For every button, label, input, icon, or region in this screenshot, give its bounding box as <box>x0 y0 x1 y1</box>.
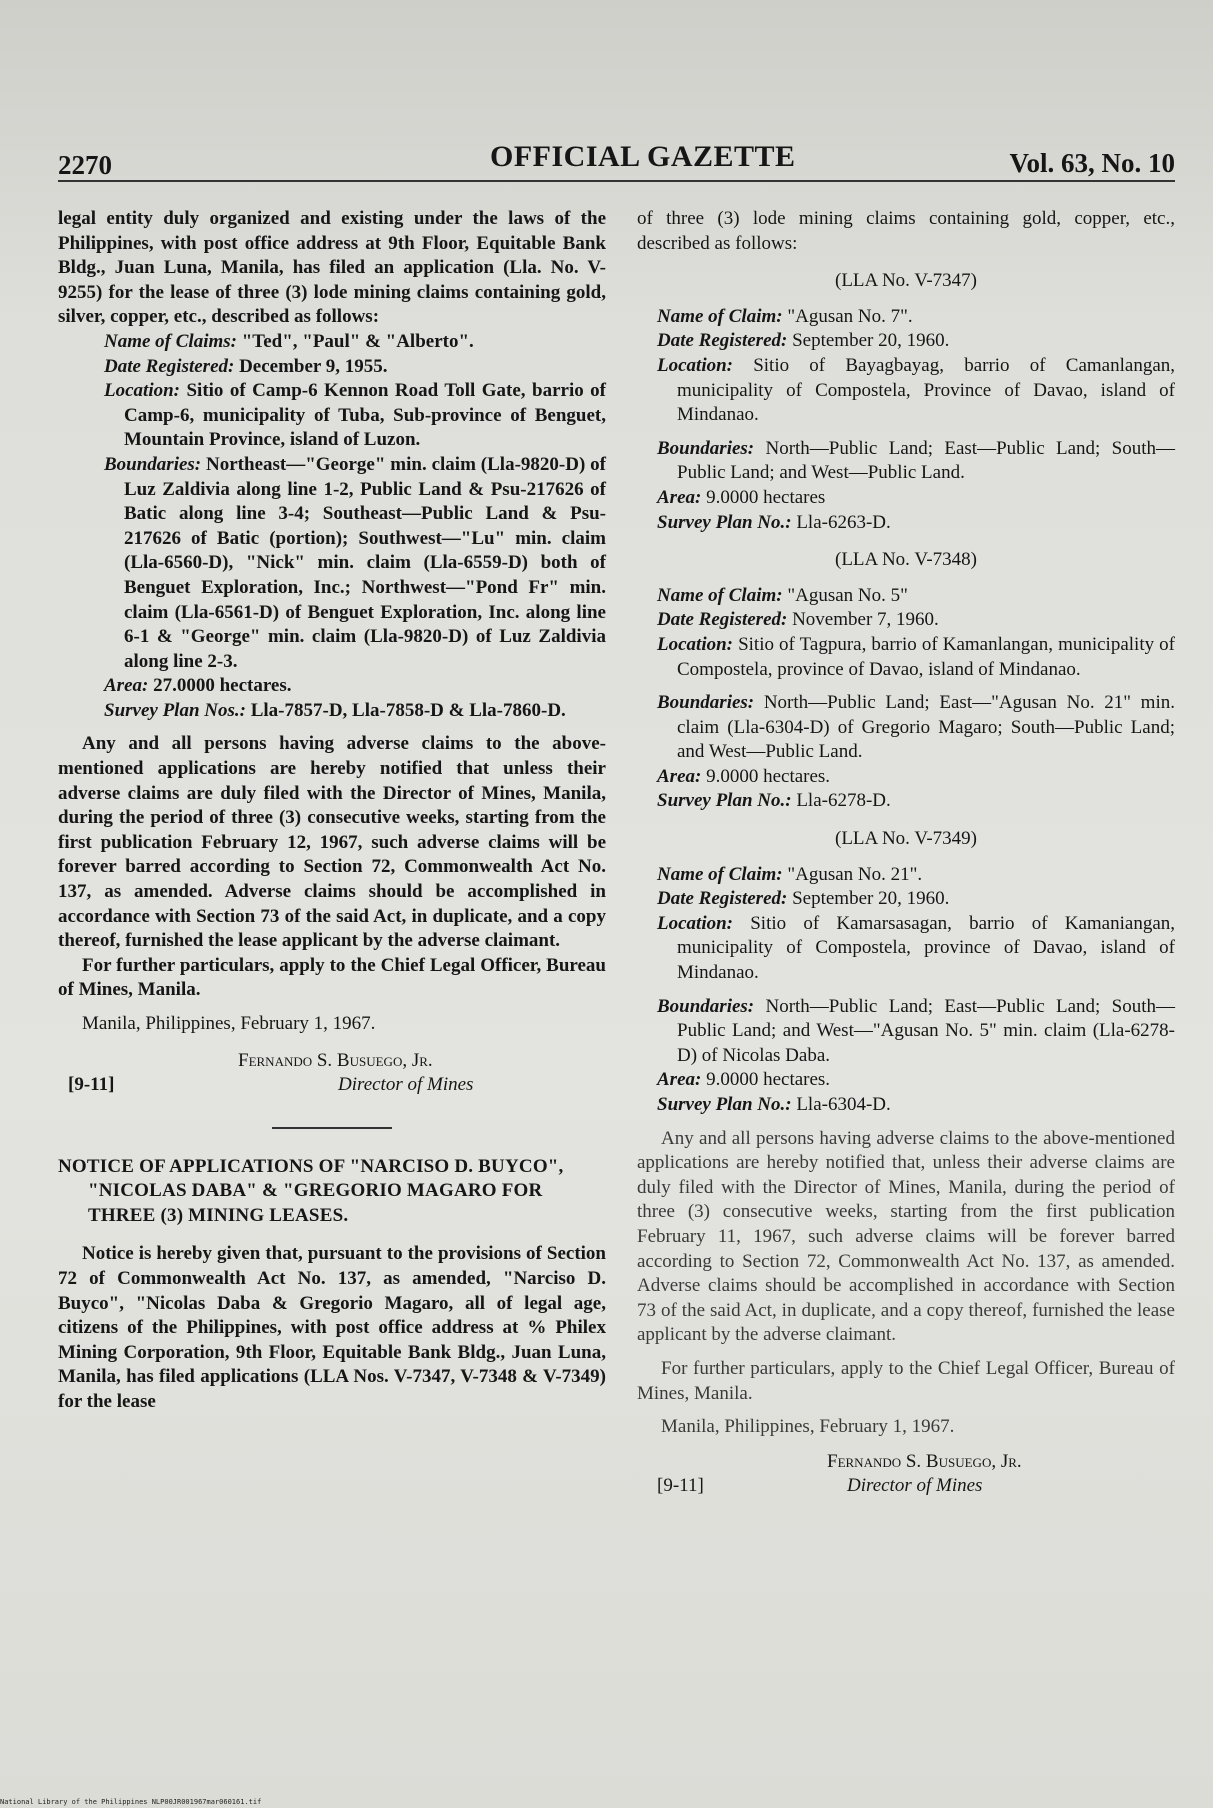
field-value: North—Public Land; East—Public Land; South—Public Land; and West—Public Land. <box>677 437 1175 484</box>
field-value: "Agusan No. 5" <box>787 584 908 606</box>
field-value: 9.0000 hectares. <box>706 1069 831 1091</box>
claim-field <box>637 887 1175 912</box>
claim-heading: (LLA No. V-7347) <box>835 270 977 292</box>
claim-field <box>637 354 1175 428</box>
claim-field <box>637 1068 1175 1093</box>
field-value: "Agusan No. 21". <box>787 863 923 885</box>
field-label: Name of Claim: <box>657 863 783 885</box>
signature-block <box>58 1049 606 1107</box>
claim-field <box>637 486 1175 511</box>
field-value: Lla-6263-D. <box>796 511 891 533</box>
field-label: Survey Plan Nos.: <box>104 699 246 721</box>
claim-field <box>637 863 1175 888</box>
field-label: Location: <box>657 912 733 934</box>
claim-field <box>637 765 1175 790</box>
field-value: Lla-6278-D. <box>796 790 891 812</box>
field-boundaries <box>58 453 606 674</box>
field-value: "Agusan No. 7". <box>787 305 913 327</box>
field-value: Sitio of Tagpura, barrio of Kamanlangan, municipality of Compostela, province of Davao, island of Mindanao. <box>677 633 1176 680</box>
field-value: Lla-7857-D, Lla-7858-D & Lla-7860-D. <box>250 699 566 721</box>
field-label: Location: <box>657 354 733 376</box>
field-label: Survey Plan No.: <box>657 511 792 533</box>
field-label: Survey Plan No.: <box>657 1094 792 1115</box>
field-label: Location: <box>104 380 180 402</box>
claim-heading: (LLA No. V-7349) <box>835 828 977 850</box>
field-label: Boundaries: <box>657 692 755 714</box>
field-value: 9.0000 hectares <box>706 486 826 508</box>
field-value: Sitio of Bayagbayag, barrio of Camanlangan, municipality of Compostela, Province of Davao, island of Mindanao. <box>677 354 1175 426</box>
signer-title: Director of Mines <box>847 1474 983 1496</box>
particulars-paragraph: For further particulars, apply to the Chief Legal Officer, Bureau of Mines, Manila. <box>58 954 606 1001</box>
field-label: Location: <box>657 633 733 655</box>
header-rule <box>58 180 1175 182</box>
field-date-registered <box>58 355 606 380</box>
field-label: Survey Plan No.: <box>657 790 792 812</box>
field-label: Boundaries: <box>104 453 202 475</box>
claim-field <box>637 608 1175 633</box>
field-value: September 20, 1960. <box>792 330 950 352</box>
field-label: Boundaries: <box>657 437 755 459</box>
field-value: Sitio of Camp-6 Kennon Road Toll Gate, barrio of Camp-6, municipality of Tuba, Sub-province of Benguet, Mountain Province, island of Luzon. <box>124 380 607 451</box>
claim-field <box>637 584 1175 609</box>
field-value: North—Public Land; East—Public Land; South—Public Land; and West—"Agusan No. 5" min. claim (Lla-6278-D) of Nicolas Daba. <box>677 995 1175 1066</box>
page-number: 2270 <box>58 150 112 180</box>
scan-footer: National Library of the Philippines NLP00JR001967mar060161.tif <box>0 1798 262 1806</box>
claim-field <box>637 633 1175 682</box>
field-value: "Ted", "Paul" & "Alberto". <box>241 330 474 352</box>
continued-intro: legal entity duly organized and existing under the laws of the Philippines, with post office address at 9th Floor, Equitable Bank Bldg., Juan Luna, Manila, has filed an application (Lla. No. V-9255) for the lease of three (3) lode mining claims containing gold, silver, copper, etc., described as follows: <box>58 208 606 328</box>
claim-field <box>637 691 1175 765</box>
field-label: Date Registered: <box>657 888 788 910</box>
notice-title: NOTICE OF APPLICATIONS OF "NARCISO D. BUYCO", "NICOLAS DABA" & "GREGORIO MAGARO FOR THREE (3) MINING LEASES. <box>58 1155 564 1226</box>
left-column <box>58 207 606 1415</box>
signature-block <box>637 1450 1175 1508</box>
signer-name: Fernando S. Busuego, Jr. <box>238 1049 433 1071</box>
claim-field <box>637 1093 1175 1118</box>
volume-number: Vol. 63, No. 10 <box>1009 148 1175 178</box>
field-label: Date Registered: <box>657 330 788 352</box>
field-label: Area: <box>657 765 702 787</box>
field-label: Name of Claims: <box>104 330 237 352</box>
field-label: Area: <box>657 486 702 508</box>
field-label: Name of Claim: <box>657 584 783 606</box>
right-intro: of three (3) lode mining claims containing gold, copper, etc., described as follows: <box>637 208 1175 254</box>
field-label: Area: <box>657 1069 702 1091</box>
place-date: Manila, Philippines, February 1, 1967. <box>661 1416 955 1438</box>
field-label: Name of Claim: <box>657 305 783 327</box>
field-label: Date Registered: <box>104 355 235 377</box>
claim-field <box>637 995 1175 1069</box>
field-value: November 7, 1960. <box>792 609 939 631</box>
issue-reference: [9-11] <box>68 1073 115 1095</box>
claim-field <box>637 305 1175 330</box>
field-value: Lla-6304-D. <box>796 1094 891 1115</box>
claim-field <box>637 912 1175 986</box>
field-label: Area: <box>104 675 149 697</box>
field-survey-plan <box>58 699 606 724</box>
page-header <box>58 128 1175 184</box>
field-value: North—Public Land; East—"Agusan No. 21" min. claim (Lla-6304-D) of Gregorio Magaro; South—Public Land; and West—Public Land. <box>677 692 1175 763</box>
publication-title: OFFICIAL GAZETTE <box>490 140 796 173</box>
adverse-claims-paragraph: Any and all persons having adverse claims to the above-mentioned applications are hereby notified that, unless their adverse claims are duly filed with the Director of Mines, Manila, during the period of three (3) consecutive weeks, starting from the first publication February 11, 1967, such adverse claims will be forever barred according to Section 72, Commonwealth Act No. 137, as amended. Adverse claims should be accomplished in accordance with Section 73 of the said Act, in duplicate, and a copy thereof, furnished the lease applicant by the adverse claimant. <box>637 1127 1175 1346</box>
claim-heading: (LLA No. V-7348) <box>835 549 977 571</box>
field-value: 9.0000 hectares. <box>706 765 831 787</box>
claim-field <box>637 437 1175 486</box>
particulars-paragraph: For further particulars, apply to the Chief Legal Officer, Bureau of Mines, Manila. <box>637 1357 1175 1404</box>
field-value: September 20, 1960. <box>792 888 950 910</box>
field-value: Northeast—"George" min. claim (Lla-9820-D) of Luz Zaldivia along line 1-2, Public Land & Psu-217626 of Batic along line 3-4; Southeast—Public Land & Psu-217626 of Batic (portion); Southwest—"Lu" min. claim (Lla-6560-D), "Nick" min. claim (Lla-6559-D) both of Benguet Exploration, Inc.; Northwest—"Pond Fr" min. claim (Lla-6561-D) of Benguet Exploration, Inc. along line 6-1 & "George" min. claim (Lla-9820-D) of Luz Zaldivia along line 2-3. <box>124 453 606 672</box>
right-column <box>637 207 1175 1508</box>
field-label: Date Registered: <box>657 609 788 631</box>
section-divider <box>272 1127 392 1129</box>
field-location <box>58 379 606 453</box>
adverse-claims-paragraph: Any and all persons having adverse claims to the above-mentioned applications are hereby notified that unless their adverse claims are duly filed with the Director of Mines, Manila, during the period of three (3) consecutive weeks, starting from the first publication February 12, 1967, such adverse claims will be forever barred according to Section 72, Commonwealth Act No. 137, as amended. Adverse claims should be accomplished in accordance with Section 73 of the said Act, in duplicate, and a copy thereof, furnished the lease applicant by the adverse claimant. <box>58 733 606 952</box>
issue-reference: [9-11] <box>657 1474 704 1496</box>
field-value: Sitio of Kamarsasagan, barrio of Kamaniangan, municipality of Compostela, province of Davao, island of Mindanao. <box>677 912 1176 984</box>
field-label: Boundaries: <box>657 995 755 1017</box>
claim-field <box>637 511 1175 536</box>
field-claims-name <box>58 330 606 355</box>
claim-field <box>637 329 1175 354</box>
claim-field <box>637 789 1175 814</box>
field-value: 27.0000 hectares. <box>153 675 292 697</box>
signer-name: Fernando S. Busuego, Jr. <box>827 1450 1022 1472</box>
field-area <box>58 674 606 699</box>
notice-body: Notice is hereby given that, pursuant to the provisions of Section 72 of Commonwealth Act No. 137, as amended, "Narciso D. Buyco", "Nicolas Daba & Gregorio Magaro, all of legal age, citizens of the Philippines, with post office address at % Philex Mining Corporation, 9th Floor, Equitable Bank Bldg., Juan Luna, Manila, has filed applications (LLA Nos. V-7347, V-7348 & V-7349) for the lease <box>58 1243 606 1412</box>
signer-title: Director of Mines <box>338 1073 474 1095</box>
place-date: Manila, Philippines, February 1, 1967. <box>82 1013 376 1034</box>
field-value: December 9, 1955. <box>239 355 388 377</box>
